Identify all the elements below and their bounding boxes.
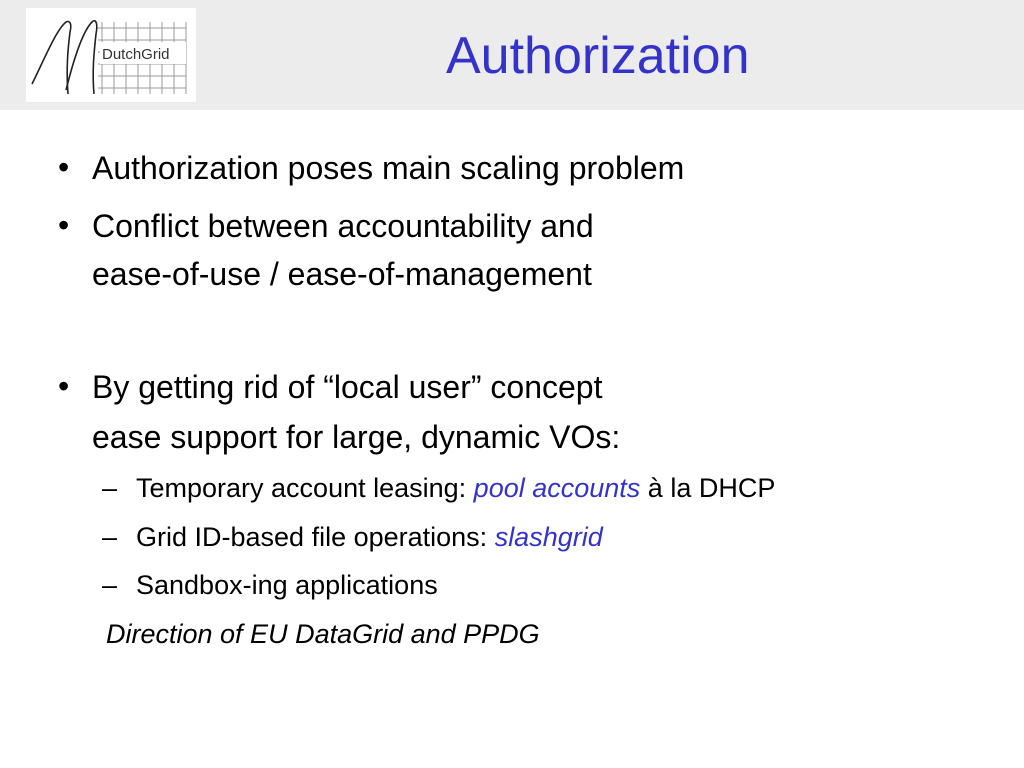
bullet-3-line-1: By getting rid of “local user” concept — [92, 369, 603, 405]
slide-title: Authorization — [446, 27, 750, 85]
sub-bullet-dash: – — [102, 473, 118, 503]
sub-bullet-1-suffix: à la DHCP — [640, 473, 776, 503]
pool-accounts-term: pool accounts — [473, 473, 641, 503]
sub-bullet-3-text: Sandbox-ing applications — [136, 570, 438, 600]
slashgrid-term: slashgrid — [494, 522, 603, 552]
bullet-marker: • — [58, 149, 70, 185]
sub-bullet-2-prefix: Grid ID-based file operations: — [136, 522, 495, 552]
sub-bullet-2 — [136, 513, 603, 561]
sub-bullet-1-prefix: Temporary account leasing: — [136, 473, 474, 503]
sub-bullet-dash: – — [102, 522, 118, 552]
dutchgrid-logo-graphic — [26, 8, 196, 102]
direction-note: Direction of EU DataGrid and PPDG — [106, 619, 540, 649]
bullet-1-text: Authorization poses main scaling problem — [92, 150, 685, 186]
sub-bullet-1 — [136, 464, 775, 512]
logo-text: DutchGrid — [102, 46, 170, 63]
bullet-2-line-1: Conflict between accountability and — [92, 208, 594, 244]
bullet-2-line-2: ease-of-use / ease-of-management — [92, 256, 592, 292]
dutchgrid-logo — [26, 8, 196, 102]
bullet-marker: • — [58, 207, 70, 243]
sub-bullet-3 — [136, 561, 438, 609]
bullet-3-line-2: ease support for large, dynamic VOs: — [92, 419, 621, 455]
sub-bullet-dash: – — [102, 570, 118, 600]
bullet-marker: • — [58, 368, 70, 404]
